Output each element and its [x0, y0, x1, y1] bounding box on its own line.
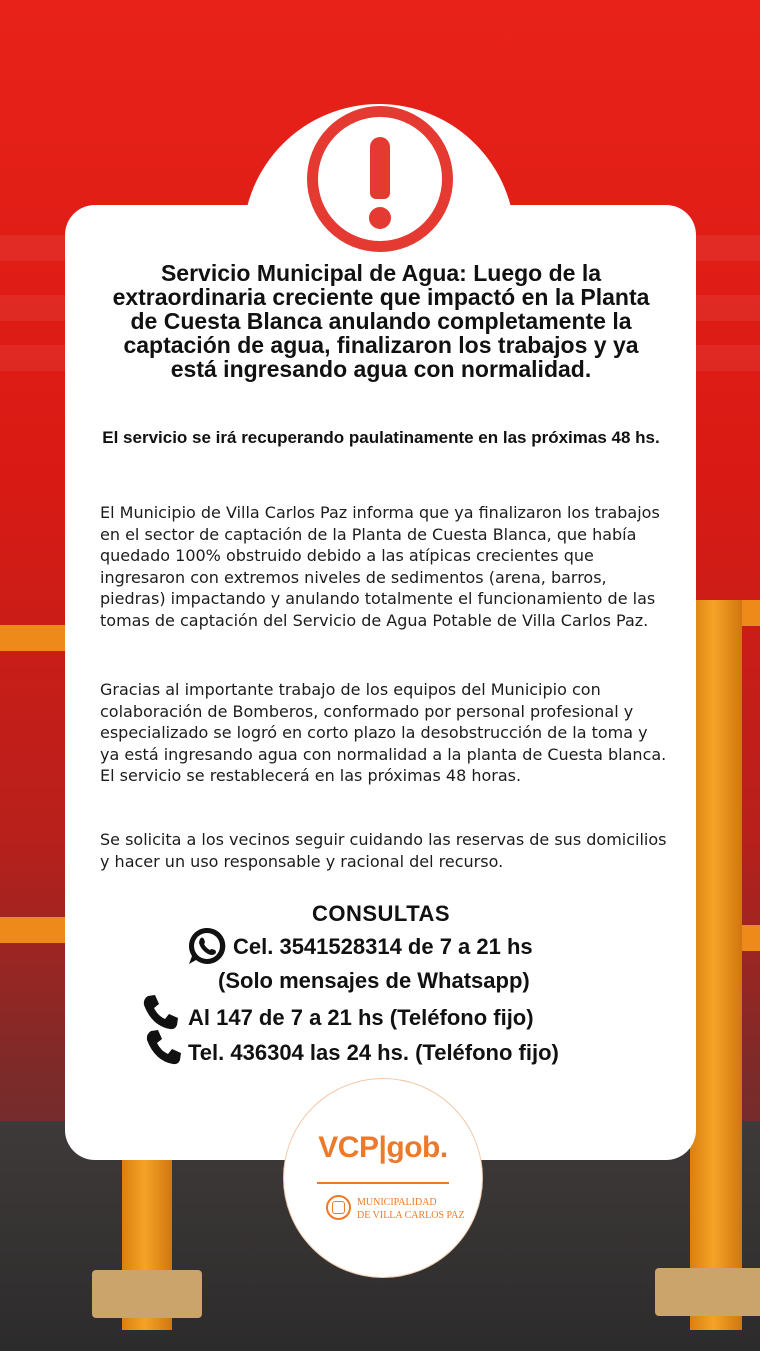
- contact-phone-147[interactable]: Al 147 de 7 a 21 hs (Teléfono fijo): [188, 1005, 534, 1030]
- logo-brand: VCP|gob.: [318, 1131, 448, 1164]
- railing-post-right: [690, 600, 742, 1330]
- vcp-gob-logo: [283, 1078, 483, 1278]
- alert-bar: [370, 137, 390, 199]
- logo-municipality-line2: DE VILLA CARLOS PAZ: [357, 1210, 465, 1221]
- contact-whatsapp-note: (Solo mensajes de Whatsapp): [218, 968, 530, 993]
- subheadline: El servicio se irá recuperando paulatinamente en las próximas 48 hs.: [102, 428, 660, 447]
- logo-divider: [317, 1182, 449, 1184]
- whatsapp-icon: [187, 926, 227, 966]
- contact-phone-436304[interactable]: Tel. 436304 las 24 hs. (Teléfono fijo): [188, 1040, 559, 1065]
- body-paragraph: Gracias al importante trabajo de los equipos del Municipio con colaboración de Bomberos, conformado por personal profesional y especializado se logró en corto plazo la desobstrucción de la toma y ya está ingresando agua con normalidad a la planta de Cuesta blanca. El servicio se restablecerá en las próximas 48 horas.: [100, 680, 667, 786]
- seal-inner: [332, 1201, 345, 1214]
- alert-dot: [369, 207, 391, 229]
- logo-municipality-line1: MUNICIPALIDAD: [357, 1197, 437, 1208]
- phone-icon: [140, 993, 180, 1033]
- railing-left-lower: [0, 917, 65, 943]
- post-base-left: [92, 1270, 202, 1318]
- post-base-right: [655, 1268, 760, 1316]
- contacts-title: CONSULTAS: [311, 901, 451, 926]
- headline: Servicio Municipal de Agua: Luego de la extraordinaria creciente que impactó en la Planta de Cuesta Blanca anulando completamente la captación de agua, finalizaron los trabajos y ya está ingresando agua con normalidad.: [112, 260, 650, 382]
- body-paragraph: El Municipio de Villa Carlos Paz informa que ya finalizaron los trabajos en el sector de captación de la Planta de Cuesta Blanca, que había quedado 100% obstruido debido a las atípicas crecientes que ingresaron con extremos niveles de sedimentos (arena, barros, piedras) impactando y anulando totalmente el funcionamiento de las tomas de captación del Servicio de Agua Potable de Villa Carlos Paz.: [100, 503, 660, 630]
- municipal-seal-icon: [326, 1195, 351, 1220]
- contact-whatsapp[interactable]: Cel. 3541528314 de 7 a 21 hs: [233, 934, 533, 959]
- body-paragraph: Se solicita a los vecinos seguir cuidando las reservas de sus domicilios y hacer un uso responsable y racional del recurso.: [100, 830, 667, 871]
- phone-icon: [143, 1028, 183, 1068]
- railing-left-upper: [0, 625, 65, 651]
